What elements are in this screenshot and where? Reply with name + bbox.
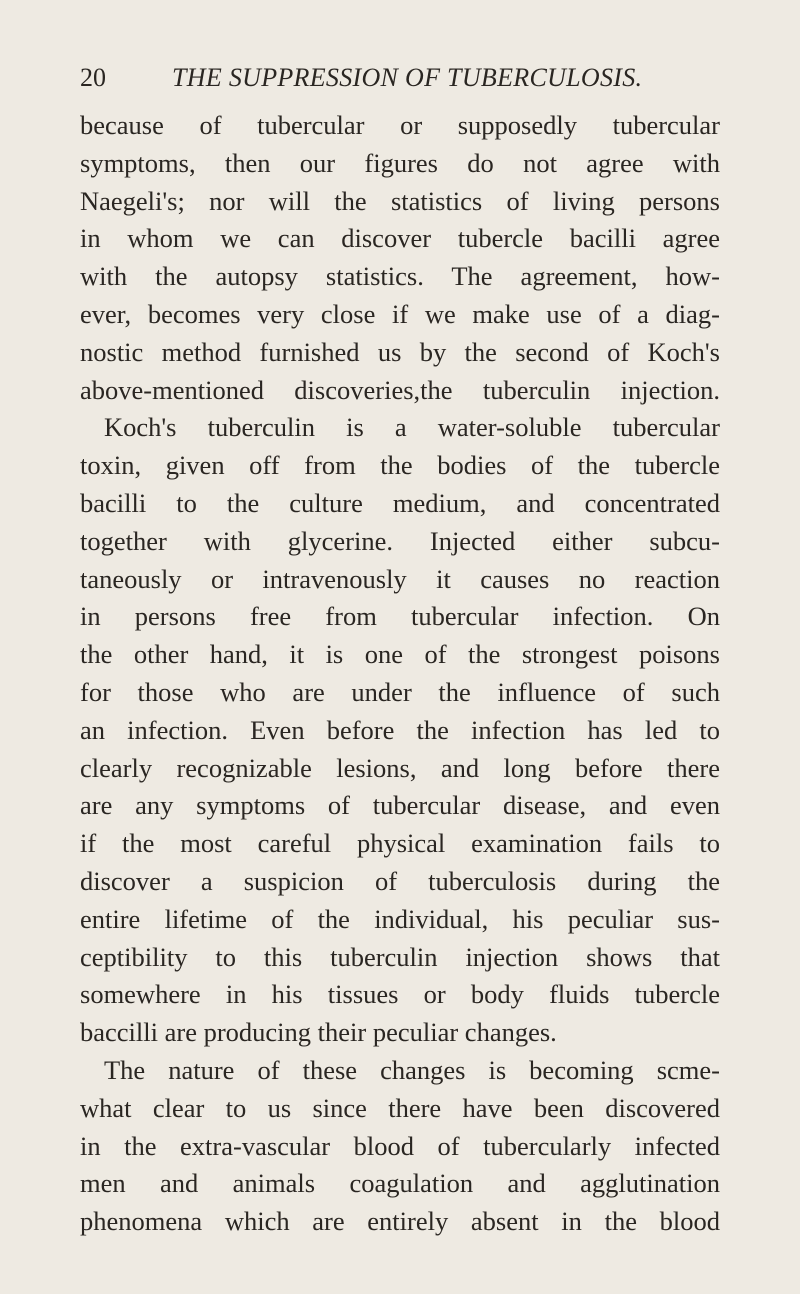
page-number: 20 [80,63,106,92]
text-line: The nature of these changes is becoming scme- [104,1054,720,1085]
text-line: toxin, given off from the bodies of the tubercle [80,450,720,481]
text-line: somewhere in his tissues or body fluids tubercle [80,979,720,1010]
text-line: baccilli are producing their peculiar changes. [80,1017,557,1048]
text-line: nostic method furnished us by the second of Koch's [80,336,720,367]
text-line: taneously or intravenously it causes no reaction [80,563,720,594]
text-line: in the extra-vascular blood of tubercularly infected [80,1130,720,1161]
text-line: what clear to us since there have been discovered [80,1092,720,1123]
text-line: are any symptoms of tubercular disease, and even [80,790,720,821]
running-title: THE SUPPRESSION OF TUBERCULOSIS. [172,63,643,92]
text-line: in whom we can discover tubercle bacilli agree [80,223,720,254]
text-line: because of tubercular or supposedly tubercular [80,110,720,140]
text-line: together with glycerine. Injected either subcu- [80,525,720,556]
body-text [80,107,720,1241]
text-line: ever, becomes very close if we make use of a diag- [80,298,720,329]
text-line: men and animals coagulation and agglutination [80,1168,720,1199]
text-line: clearly recognizable lesions, and long before there [80,752,720,783]
text-line: phenomena which are entirely absent in the blood [80,1206,720,1237]
text-line: bacilli to the culture medium, and concentrated [80,487,720,518]
text-line: ceptibility to this tuberculin injection shows that [80,941,720,972]
text-line: Naegeli's; nor will the statistics of living persons [80,185,720,216]
text-line: for those who are under the influence of such [80,676,720,707]
text-line: an infection. Even before the infection has led to [80,714,720,745]
text-line: symptoms, then our figures do not agree with [80,147,720,178]
text-line: above-mentioned discoveries,the tuberculin injection. [80,374,720,405]
text-line: discover a suspicion of tuberculosis during the [80,865,720,896]
text-line: the other hand, it is one of the strongest poisons [80,639,720,670]
text-line: with the autopsy statistics. The agreement, how- [80,261,720,292]
text-line: in persons free from tubercular infection. On [80,601,720,632]
text-line: Koch's tuberculin is a water-soluble tubercular [104,412,720,443]
text-line: if the most careful physical examination fails to [80,828,720,859]
page-header [80,60,720,96]
text-line: entire lifetime of the individual, his peculiar sus- [80,903,720,934]
